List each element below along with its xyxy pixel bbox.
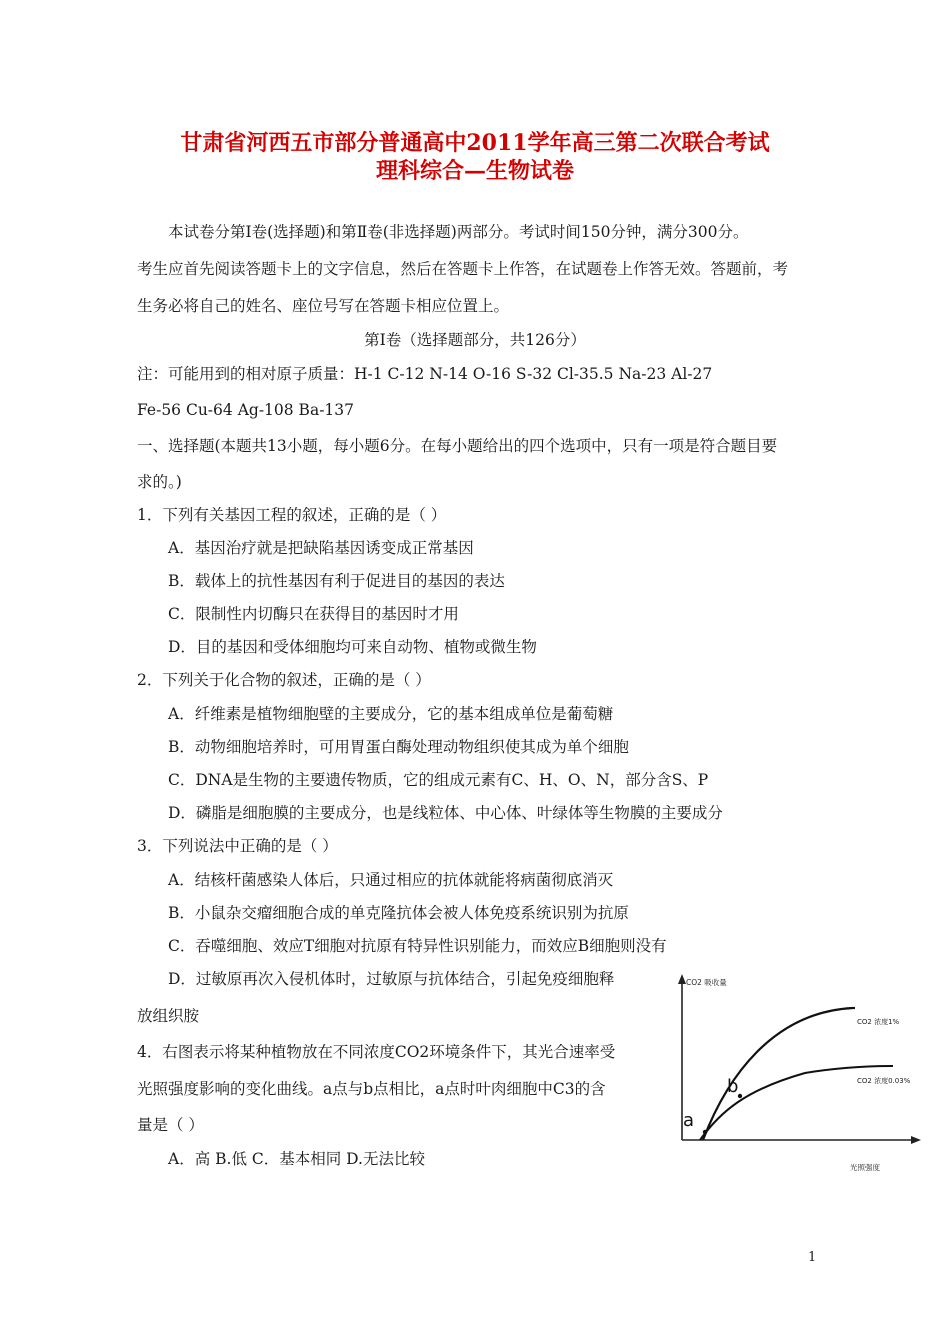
q3-option-a: A．结核杆菌感染人体后，只通过相应的抗体就能将病菌彻底消灭 bbox=[168, 871, 614, 889]
q3-option-b: B．小鼠杂交瘤细胞合成的单克隆抗体会被人体免疫系统识别为抗原 bbox=[168, 904, 629, 922]
q2-stem: 2．下列关于化合物的叙述，正确的是（ ） bbox=[137, 671, 431, 689]
page-number: 1 bbox=[808, 1250, 817, 1265]
q1-option-d: D．目的基因和受体细胞均可来自动物、植物或微生物 bbox=[168, 638, 537, 656]
y-axis-arrow bbox=[678, 974, 686, 984]
x-axis-arrow bbox=[911, 1136, 921, 1144]
point-a-marker bbox=[703, 1130, 707, 1134]
exam-title-line1: 甘肃省河西五市部分普通高中2011学年高三第二次联合考试 bbox=[180, 130, 770, 156]
point-b-label: b bbox=[727, 1076, 739, 1097]
intro-line3: 生务必将自己的姓名、座位号写在答题卡相应位置上。 bbox=[137, 297, 510, 315]
exam-title-line2: 理科综合—生物试卷 bbox=[375, 158, 574, 184]
q2-option-d: D．磷脂是细胞膜的主要成分，也是线粒体、中心体、叶绿体等生物膜的主要成分 bbox=[168, 804, 723, 822]
q4-stem-line1: 4．右图表示将某种植物放在不同浓度CO2环境条件下，其光合速率受 bbox=[137, 1043, 616, 1061]
part1-line1: 一、选择题(本题共13小题，每小题6分。在每小题给出的四个选项中，只有一项是符合题目要 bbox=[137, 437, 778, 455]
curve-003pct-label: CO2 浓度0.03% bbox=[857, 1077, 911, 1085]
intro-line2: 考生应首先阅读答题卡上的文字信息，然后在答题卡上作答，在试题卷上作答无效。答题前，考 bbox=[137, 260, 789, 278]
q4-stem-line2: 光照强度影响的变化曲线。a点与b点相比，a点时叶肉细胞中C3的含 bbox=[137, 1080, 606, 1098]
q4-stem-line3: 量是（ ） bbox=[137, 1116, 204, 1134]
q1-option-a: A．基因治疗就是把缺陷基因诱变成正常基因 bbox=[168, 539, 474, 557]
q1-option-b: B．载体上的抗性基因有利于促进目的基因的表达 bbox=[168, 572, 505, 590]
q2-option-c: C．DNA是生物的主要遗传物质，它的组成元素有C、H、O、N，部分含S、P bbox=[168, 771, 709, 789]
photosynthesis-graph bbox=[665, 972, 925, 1177]
q2-option-a: A．纤维素是植物细胞壁的主要成分，它的基本组成单位是葡萄糖 bbox=[168, 705, 614, 723]
q4-options: A．高 B.低 C．基本相同 D.无法比较 bbox=[168, 1150, 425, 1168]
note-line2: Fe-56 Cu-64 Ag-108 Ba-137 bbox=[137, 401, 355, 419]
q2-option-b: B．动物细胞培养时，可用胃蛋白酶处理动物组织使其成为单个细胞 bbox=[168, 738, 629, 756]
q3-option-d-line2: 放组织胺 bbox=[137, 1007, 200, 1025]
section-heading: 第Ⅰ卷（选择题部分，共126分） bbox=[364, 331, 586, 349]
q1-stem: 1．下列有关基因工程的叙述，正确的是（ ） bbox=[137, 506, 447, 524]
x-axis-label: 光照强度 bbox=[850, 1163, 880, 1172]
q3-stem: 3．下列说法中正确的是（ ） bbox=[137, 837, 338, 855]
curve-co2-1pct bbox=[703, 1008, 853, 1140]
note-line1: 注：可能用到的相对原子质量：H-1 C-12 N-14 O-16 S-32 Cl-35.5 Na-23 Al-27 bbox=[137, 365, 713, 383]
point-b-marker bbox=[738, 1094, 742, 1098]
y-axis-label: CO2 吸收量 bbox=[686, 978, 727, 987]
point-a-label: a bbox=[683, 1110, 695, 1131]
part1-line2: 求的。) bbox=[137, 473, 182, 491]
curve-1pct-label: CO2 浓度1% bbox=[857, 1018, 900, 1026]
q3-option-d-line1: D．过敏原再次入侵机体时，过敏原与抗体结合，引起免疫细胞释 bbox=[168, 970, 615, 988]
q3-option-c: C．吞噬细胞、效应T细胞对抗原有特异性识别能力，而效应B细胞则没有 bbox=[168, 937, 667, 955]
q1-option-c: C．限制性内切酶只在获得目的基因时才用 bbox=[168, 605, 459, 623]
intro-line1: 本试卷分第Ⅰ卷(选择题)和第Ⅱ卷(非选择题)两部分。考试时间150分钟，满分300分。 bbox=[168, 223, 749, 241]
